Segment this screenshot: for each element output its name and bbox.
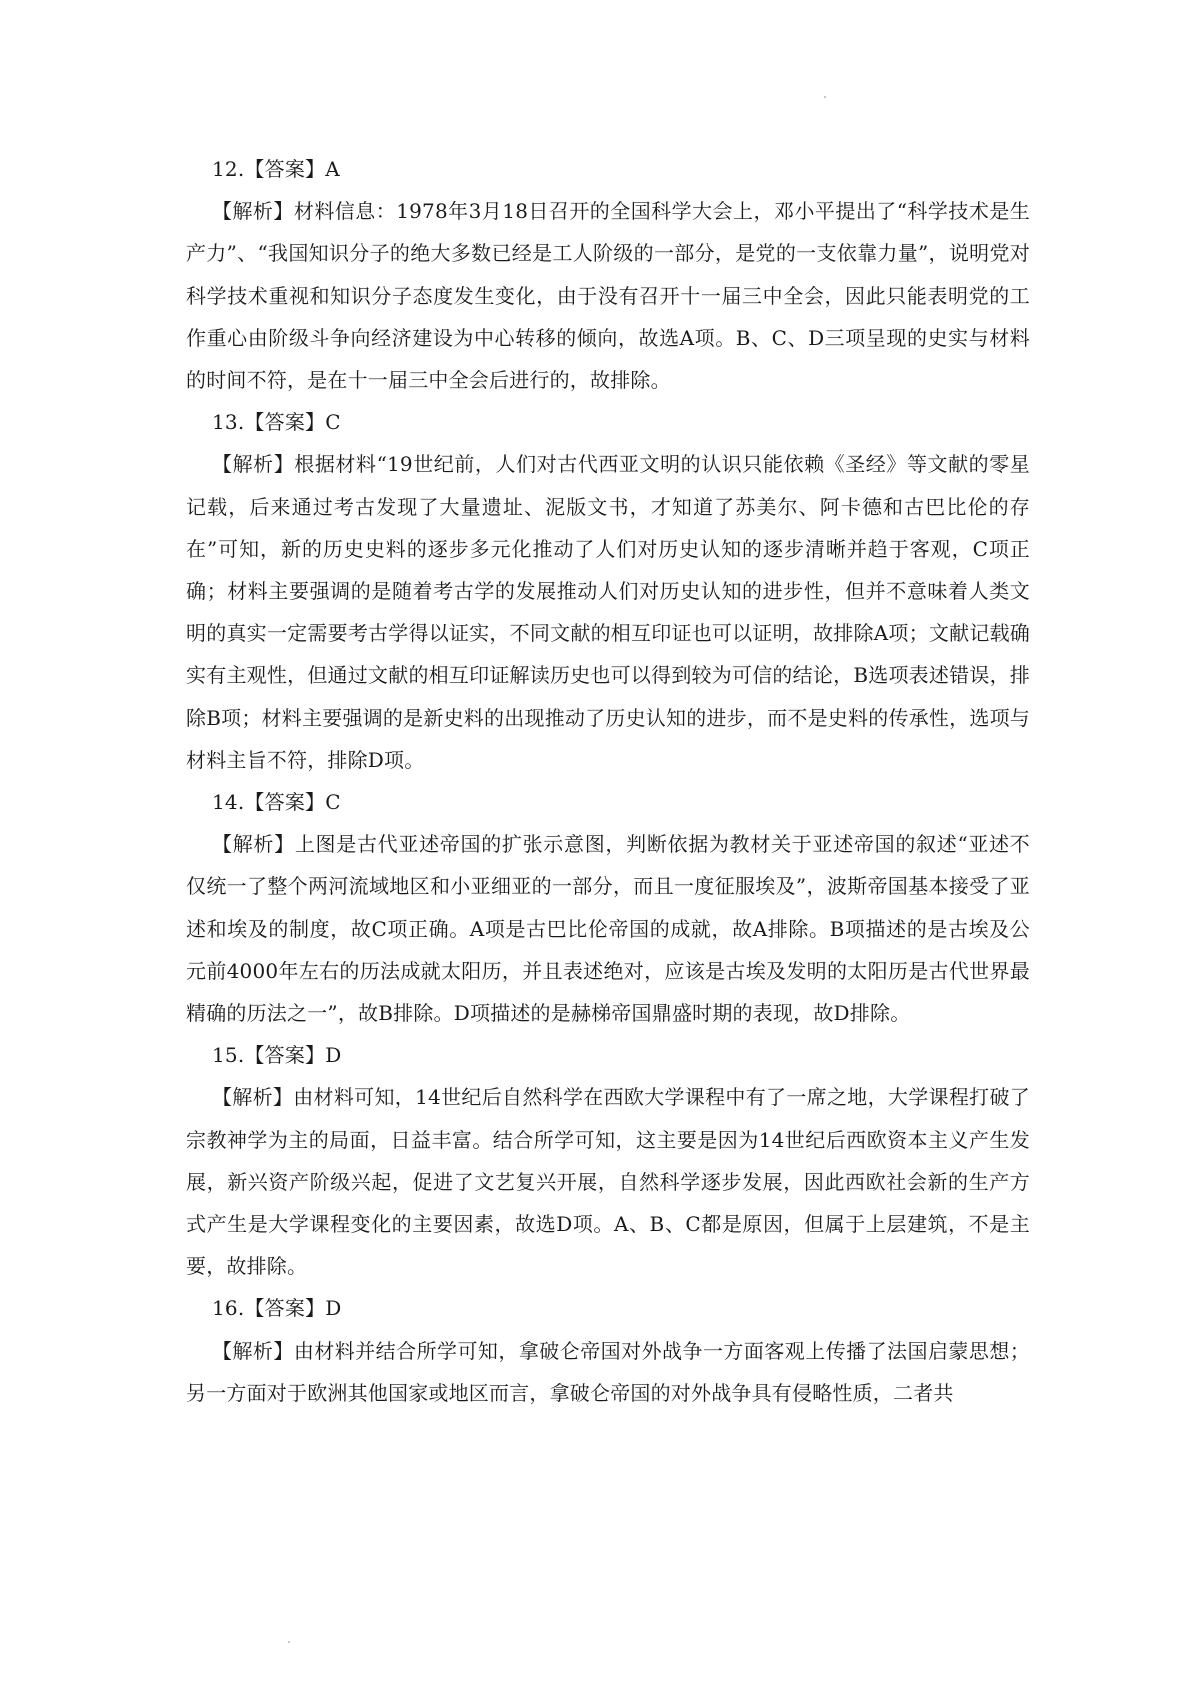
answer-label: 【答案】 <box>244 1043 326 1068</box>
analysis-paragraph: 【解析】根据材料“19世纪前，人们对古代西亚文明的认识只能依赖《圣经》等文献的零星记载，后来通过考古发现了大量遗址、泥版文书，才知道了苏美尔、阿卡德和古巴比伦的存在”可知，新的历史史料的逐步多元化推动了人们对历史认知的逐步清晰并趋于客观，C项正确；材料主要强调的是随着考古学的发展推动人们对历史认知的进步性，但并不意味着人类文明的真实一定需要考古学得以证实，不同文献的相互印证也可以证明，故排除A项；文献记载确实有主观性，但通过文献的相互印证解读历史也可以得到较为可信的结论，B选项表述错误，排除B项；材料主要强调的是新史料的出现推动了历史认知的进步，而不是史料的传承性，选项与材料主旨不符，排除D项。 <box>186 452 1030 772</box>
answer-choice: D <box>325 1043 342 1068</box>
answer-analysis-content <box>186 148 1030 1414</box>
question-13-block <box>186 401 1030 781</box>
analysis-paragraph: 【解析】上图是古代亚述帝国的扩张示意图，判断依据为教材关于亚述帝国的叙述“亚述不仅统一了整个两河流域地区和小亚细亚的一部分，而且一度征服埃及”，波斯帝国基本接受了亚述和埃及的制度，故C项正确。A项是古巴比伦帝国的成就，故A排除。B项描述的是古埃及公元前4000年左右的历法成就太阳历，并且表述绝对，应该是古埃及发明的太阳历是古代世界最精确的历法之一”，故B排除。D项描述的是赫梯帝国鼎盛时期的表现，故D排除。 <box>186 832 1030 1026</box>
answer-line <box>186 401 1030 443</box>
answer-line <box>186 148 1030 190</box>
question-number: 13. <box>212 410 245 435</box>
answer-label: 【答案】 <box>244 410 326 435</box>
scan-speck <box>288 1641 290 1643</box>
answer-label: 【答案】 <box>244 1296 326 1321</box>
analysis-paragraph: 【解析】由材料并结合所学可知，拿破仑帝国对外战争一方面客观上传播了法国启蒙思想；另一方面对于欧洲其他国家或地区而言，拿破仑帝国的对外战争具有侵略性质，二者共 <box>186 1338 1030 1405</box>
question-number: 12. <box>212 157 245 181</box>
question-number: 14. <box>212 790 245 815</box>
question-14-block <box>186 781 1030 1034</box>
answer-choice: D <box>325 1296 342 1321</box>
answer-line <box>186 781 1030 823</box>
answer-label: 【答案】 <box>244 157 326 181</box>
question-12-block <box>186 148 1030 401</box>
question-16-block <box>186 1287 1030 1414</box>
question-15-block <box>186 1034 1030 1287</box>
analysis-paragraph: 【解析】由材料可知，14世纪后自然科学在西欧大学课程中有了一席之地，大学课程打破了宗教神学为主的局面，日益丰富。结合所学可知，这主要是因为14世纪后西欧资本主义产生发展，新兴资产阶级兴起，促进了文艺复兴开展，自然科学逐步发展，因此西欧社会新的生产方式产生是大学课程变化的主要因素，故选D项。A、B、C都是原因，但属于上层建筑，不是主要，故排除。 <box>186 1085 1030 1279</box>
answer-line <box>186 1287 1030 1329</box>
answer-choice: A <box>325 157 340 181</box>
answer-choice: C <box>325 790 341 815</box>
answer-line <box>186 1034 1030 1076</box>
answer-label: 【答案】 <box>244 790 326 815</box>
analysis-paragraph: 【解析】材料信息：1978年3月18日召开的全国科学大会上，邓小平提出了“科学技术是生产力”、“我国知识分子的绝大多数已经是工人阶级的一部分，是党的一支依靠力量”，说明党对科学技术重视和知识分子态度发生变化，由于没有召开十一届三中全会，因此只能表明党的工作重心由阶级斗争向经济建设为中心转移的倾向，故选A项。B、C、D三项呈现的史实与材料的时间不符，是在十一届三中全会后进行的，故排除。 <box>186 199 1030 393</box>
question-number: 16. <box>212 1296 245 1321</box>
question-number: 15. <box>212 1043 245 1068</box>
answer-choice: C <box>325 410 341 435</box>
scan-speck <box>824 96 826 98</box>
